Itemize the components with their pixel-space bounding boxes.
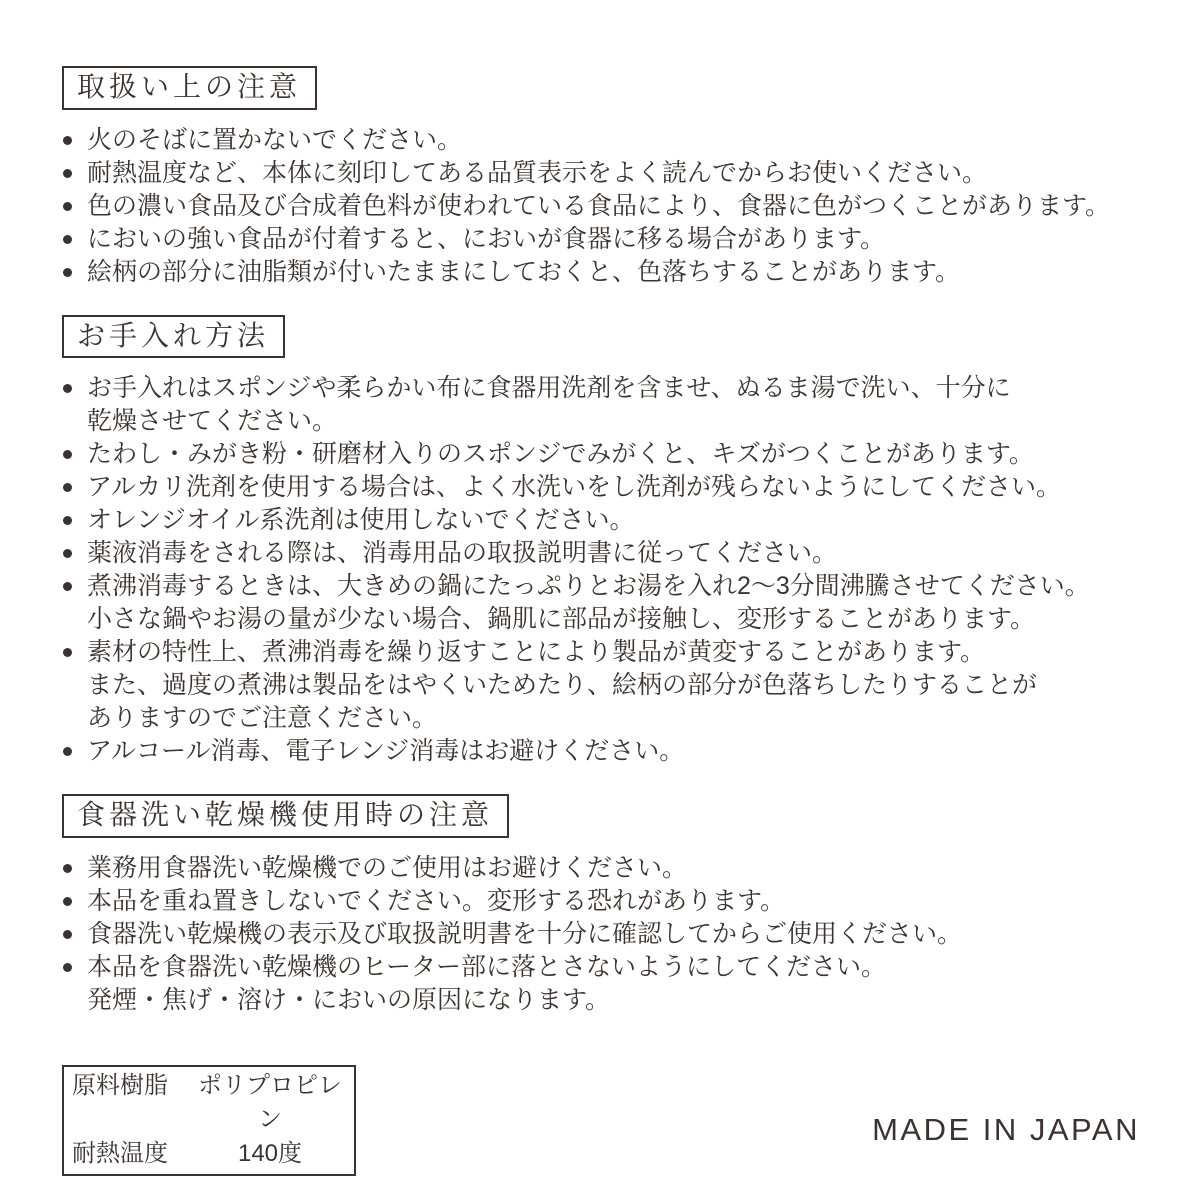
list-item <box>62 438 1142 471</box>
bullet-icon <box>62 636 87 735</box>
list-item <box>62 190 1142 223</box>
material-spec-table <box>62 1065 356 1176</box>
list-item <box>62 372 1142 438</box>
item-line: オレンジオイル系洗剤は使用しないでください。 <box>87 506 635 535</box>
item-text <box>87 157 1142 190</box>
item-text <box>87 256 1142 289</box>
item-line: たわし・みがき粉・研磨材入りのスポンジでみがくと、キズがつくことがあります。 <box>87 440 1034 469</box>
bullet-icon <box>62 570 87 636</box>
item-line: ありますのでご注意ください。 <box>87 704 438 733</box>
item-text <box>87 951 1142 1017</box>
spec-label: 耐熱温度 <box>72 1140 168 1167</box>
item-line: お手入れはスポンジや柔らかい布に食器用洗剤を含ませ、ぬるま湯で洗い、十分に <box>87 374 1011 403</box>
item-text <box>87 190 1142 223</box>
item-line: 素材の特性上、煮沸消毒を繰り返すことにより製品が黄変することがあります。 <box>87 638 986 667</box>
spec-value: 140度 <box>237 1140 303 1167</box>
bullet-icon <box>62 471 87 504</box>
spec-row <box>72 1069 348 1137</box>
bullet-icon <box>62 157 87 190</box>
bullet-icon <box>62 256 87 289</box>
list-item <box>62 157 1142 190</box>
bullet-icon <box>62 735 87 768</box>
list-item <box>62 735 1142 768</box>
item-text <box>87 918 1142 951</box>
list-item <box>62 918 1142 951</box>
list-item <box>62 537 1142 570</box>
bullet-list <box>62 852 1142 1017</box>
item-line: 薬液消毒をされる際は、消毒用品の取扱説明書に従ってください。 <box>87 539 838 568</box>
sections-container <box>62 66 1142 1017</box>
item-line: においの強い食品が付着すると、においが食器に移る場合があります。 <box>87 224 886 253</box>
list-item <box>62 951 1142 1017</box>
item-line: 本品を重ね置きしないでください。変形する恐れがあります。 <box>87 886 786 915</box>
bullet-icon <box>62 190 87 223</box>
item-line: 煮沸消毒するときは、大きめの鍋にたっぷりとお湯を入れ2〜3分間沸騰させてください。 <box>87 572 1090 601</box>
spec-label: 原料樹脂 <box>72 1072 168 1099</box>
spec-row <box>72 1137 348 1171</box>
item-line: 色の濃い食品及び合成着色料が使われている食品により、食器に色がつくことがあります。 <box>87 191 1111 220</box>
bullet-icon <box>62 372 87 438</box>
item-line: 業務用食器洗い乾燥機でのご使用はお避けください。 <box>87 853 688 882</box>
section-title: 食器洗い乾燥機使用時の注意 <box>62 794 509 838</box>
list-item <box>62 885 1142 918</box>
item-line: 絵柄の部分に油脂類が付いたままにしておくと、色落ちすることがあります。 <box>87 257 961 286</box>
list-item <box>62 636 1142 735</box>
list-item <box>62 852 1142 885</box>
item-text <box>87 471 1142 504</box>
list-item <box>62 256 1142 289</box>
item-text <box>87 735 1142 768</box>
section-2 <box>62 315 1142 769</box>
item-text <box>87 885 1142 918</box>
list-item <box>62 570 1142 636</box>
list-item <box>62 504 1142 537</box>
made-in-japan-label: MADE IN JAPAN <box>872 1112 1140 1147</box>
item-line: 火のそばに置かないでください。 <box>87 125 463 154</box>
item-line: 乾燥させてください。 <box>87 407 338 436</box>
bullet-icon <box>62 918 87 951</box>
item-line: 食器洗い乾燥機の表示及び取扱説明書を十分に確認してからご使用ください。 <box>87 919 963 948</box>
spec-value: ポリプロピレン <box>198 1072 342 1133</box>
item-text <box>87 636 1142 735</box>
bullet-icon <box>62 504 87 537</box>
bullet-icon <box>62 124 87 157</box>
item-line: 本品を食器洗い乾燥機のヒーター部に落とさないようにしてください。 <box>87 952 887 981</box>
item-text <box>87 504 1142 537</box>
item-text <box>87 438 1142 471</box>
item-line: 小さな鍋やお湯の量が少ない場合、鍋肌に部品が接触し、変形することがあります。 <box>87 605 1036 634</box>
section-1 <box>62 66 1142 289</box>
bullet-icon <box>62 885 87 918</box>
item-text <box>87 372 1142 438</box>
item-text <box>87 852 1142 885</box>
bullet-icon <box>62 951 87 1017</box>
list-item <box>62 223 1142 256</box>
item-line: アルカリ洗剤を使用する場合は、よく水洗いをし洗剤が残らないようにしてください。 <box>87 473 1062 502</box>
bullet-icon <box>62 438 87 471</box>
item-line: アルコール消毒、電子レンジ消毒はお避けください。 <box>87 737 685 766</box>
item-text <box>87 124 1142 157</box>
bullet-icon <box>62 223 87 256</box>
bullet-icon <box>62 537 87 570</box>
item-text <box>87 570 1142 636</box>
section-title: お手入れ方法 <box>62 315 285 359</box>
item-line: また、過度の煮沸は製品をはやくいためたり、絵柄の部分が色落ちしたりすることが <box>87 671 1038 700</box>
item-text <box>87 223 1142 256</box>
item-line: 耐熱温度など、本体に刻印してある品質表示をよく読んでからお使いください。 <box>87 158 988 187</box>
item-line: 発煙・焦げ・溶け・においの原因になります。 <box>87 985 611 1014</box>
list-item <box>62 471 1142 504</box>
item-text <box>87 537 1142 570</box>
bullet-list <box>62 372 1142 768</box>
bullet-list <box>62 124 1142 289</box>
section-3 <box>62 794 1142 1017</box>
section-title: 取扱い上の注意 <box>62 66 317 110</box>
list-item <box>62 124 1142 157</box>
bullet-icon <box>62 852 87 885</box>
